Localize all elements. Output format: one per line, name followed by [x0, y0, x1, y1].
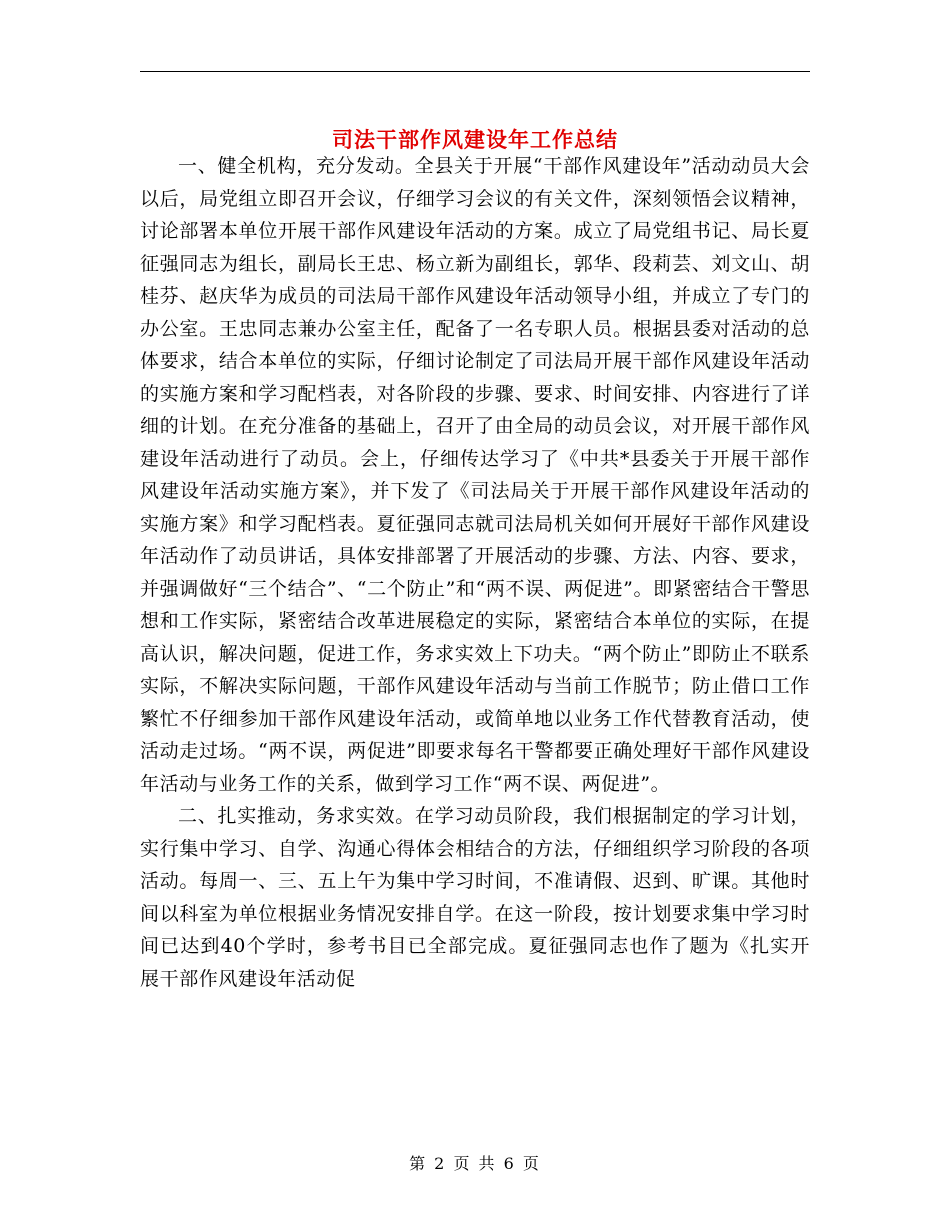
body-paragraph: 二、扎实推动，务求实效。在学习动员阶段，我们根据制定的学习计划，实行集中学习、自学、沟通心得体会相结合的方法，仔细组织学习阶段的各项活动。每周一、三、五上午为集中学习时间，不准请假、迟到、旷课。其他时间以科室为单位根据业务情况安排自学。在这一阶段，按计划要求集中学习时间已达到40个学时，参考书目已全部完成。夏征强同志也作了题为《扎实开展干部作风建设年活动促: [140, 805, 810, 990]
header-rule: [140, 71, 810, 72]
document-title: 司法干部作风建设年工作总结: [332, 127, 618, 153]
document-body: [140, 150, 810, 995]
page-number-footer: 第 2 页 共 6 页: [409, 1154, 541, 1173]
body-paragraph: 一、健全机构，充分发动。全县关于开展“干部作风建设年”活动动员大会以后，局党组立即召开会议，仔细学习会议的有关文件，深刻领悟会议精神，讨论部署本单位开展干部作风建设年活动的方案。成立了局党组书记、局长夏征强同志为组长，副局长王忠、杨立新为副组长，郭华、段莉芸、刘文山、胡桂芬、赵庆华为成员的司法局干部作风建设年活动领导小组，并成立了专门的办公室。王忠同志兼办公室主任，配备了一名专职人员。根据县委对活动的总体要求，结合本单位的实际，仔细讨论制定了司法局开展干部作风建设年活动的实施方案和学习配档表，对各阶段的步骤、要求、时间安排、内容进行了详细的计划。在充分准备的基础上，召开了由全局的动员会议，对开展干部作风建设年活动进行了动员。会上，仔细传达学习了《中共*县委关于开展干部作风建设年活动实施方案》，并下发了《司法局关于开展干部作风建设年活动的实施方案》和学习配档表。夏征强同志就司法局机关如何开展好干部作风建设年活动作了动员讲话，具体安排部署了开展活动的步骤、方法、内容、要求，并强调做好“三个结合”、“二个防止”和“两不误、两促进”。即紧密结合干警思想和工作实际，紧密结合改革进展稳定的实际，紧密结合本单位的实际，在提高认识，解决问题，促进工作，务求实效上下功夫。“两个防止”即防止不联系实际，不解决实际问题，干部作风建设年活动与当前工作脱节；防止借口工作繁忙不仔细参加干部作风建设年活动，或简单地以业务工作代替教育活动，使活动走过场。“两不误，两促进”即要求每名干警都要正确处理好干部作风建设年活动与业务工作的关系，做到学习工作“两不误、两促进”。: [140, 155, 810, 795]
